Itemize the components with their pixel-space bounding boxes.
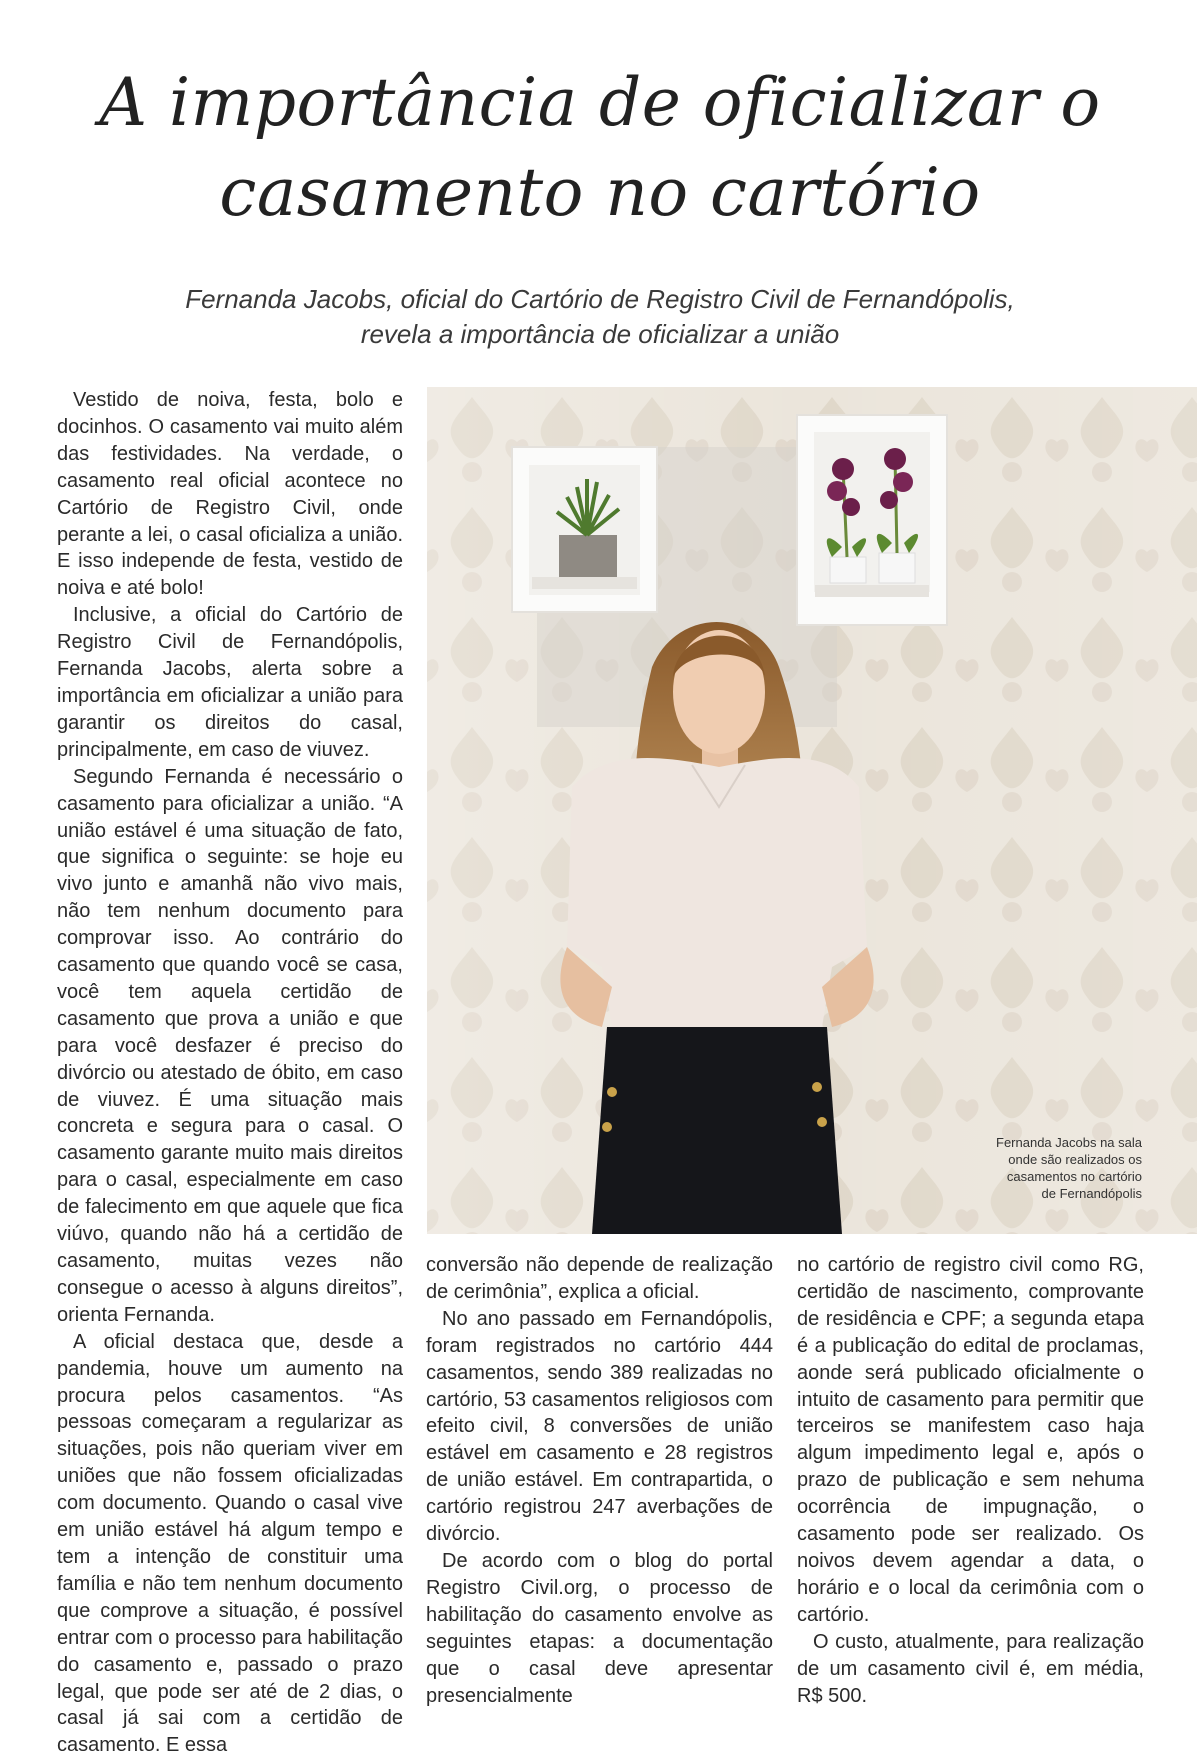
article-title [0,58,1200,238]
paragraph: No ano passado em Fernandópolis, foram registrados no cartório 444 casamentos, sendo 389 realizadas no cartório, 53 casamentos religiosos com efeito civil, 8 conversões de união estável em casamento e 28 registros de união estável. Em contrapartida, o cartório registrou 247 averbações de divórcio. [426,1307,773,1546]
paragraph: Inclusive, a oficial do Cartório de Registro Civil de Fernandópolis, Fernanda Jacobs, alerta sobre a importância em oficializar a união para garantir os direitos do casal, principalmente, em caso de viuvez. [57,604,403,761]
paragraph: no cartório de registro civil como RG, certidão de nascimento, comprovante de residência e CPF; a segunda etapa é a publicação do edital de proclamas, aonde será publicado oficialmente o intuito de casamento para permitir que terceiros se manifestem caso haja algum impedimento legal e, após o prazo de publicação e sem nehuma ocorrência de impugnação, o casamento pode ser realizado. Os noivos devem agendar a data, o horário e o local da cerimônia com o cartório. [797,1254,1144,1626]
title-line-2: casamento no cartório [219,154,981,231]
paragraph: O custo, atualmente, para realização de um casamento civil é, em média, R$ 500. [797,1630,1144,1707]
photo-caption [912,1134,1142,1202]
caption-line: Fernanda Jacobs na sala [996,1135,1142,1150]
portrait-illustration [427,387,1197,1234]
title-line-1: A importância de oficializar o [99,64,1101,141]
text-column-2 [426,1252,773,1709]
caption-line: onde são realizados os [1008,1152,1142,1167]
caption-line: casamentos no cartório [1006,1169,1142,1184]
text-column-1 [57,387,403,1759]
wall-niche-right [797,415,947,625]
paragraph: De acordo com o blog do portal Registro Civil.org, o processo de habilitação do casamento envolve as seguintes etapas: a documentação que o casal deve apresentar presencialmente [426,1549,773,1707]
caption-line: de Fernandópolis [1041,1186,1142,1201]
wall-niche-left [512,447,657,612]
subtitle-line-1: Fernanda Jacobs, oficial do Cartório de Registro Civil de Fernandópolis, [185,284,1015,314]
paragraph: A oficial destaca que, desde a pandemia, houve um aumento na procura pelos casamentos. “As pessoas começaram a regularizar as situações, pois não queriam viver em uniões que não fossem oficializadas com documento. Quando o casal vive em união estável há algum tempo e tem a intenção de constituir uma família e não tem nenhum documento que comprove a situação, é possível entrar com o processo para habilitação do casamento e, passado o prazo legal, que pode ser até de 2 dias, o casal já sai com a certidão de casamento. E essa [57,1330,403,1757]
text-column-3 [797,1252,1144,1709]
paragraph: Vestido de noiva, festa, bolo e docinhos. O casamento vai muito além das festividades. Na verdade, o casamento real oficial acontece no Cartório de Registro Civil, onde perante a lei, o casal oficializa a união. E isso independe de festa, vestido de noiva e até bolo! [57,389,403,600]
paragraph: conversão não depende de realização de cerimônia”, explica a oficial. [426,1254,773,1303]
article-subtitle [0,282,1200,352]
portrait-photo [427,387,1197,1234]
subtitle-line-2: revela a importância de oficializar a união [360,319,840,349]
paragraph: Segundo Fernanda é necessário o casamento para oficializar a união. “A união estável é uma situação de fato, que significa o seguinte: se hoje eu vivo junto e amanhã não vivo mais, não tem nenhum documento para comprovar isso. Ao contrário do casamento que quando você se casa, você tem aquela certidão de casamento que prova a união e que para você desfazer é preciso do divórcio ou atestado de óbito, em caso de viuvez. É uma situação mais concreta e segura para o casal. O casamento garante muito mais direitos para o casal, especialmente em caso de falecimento em que aquele que fica viúvo, quando não há a certidão de casamento, muitas vezes não consegue o acesso à alguns direitos”, orienta Fernanda. [57,765,403,1326]
